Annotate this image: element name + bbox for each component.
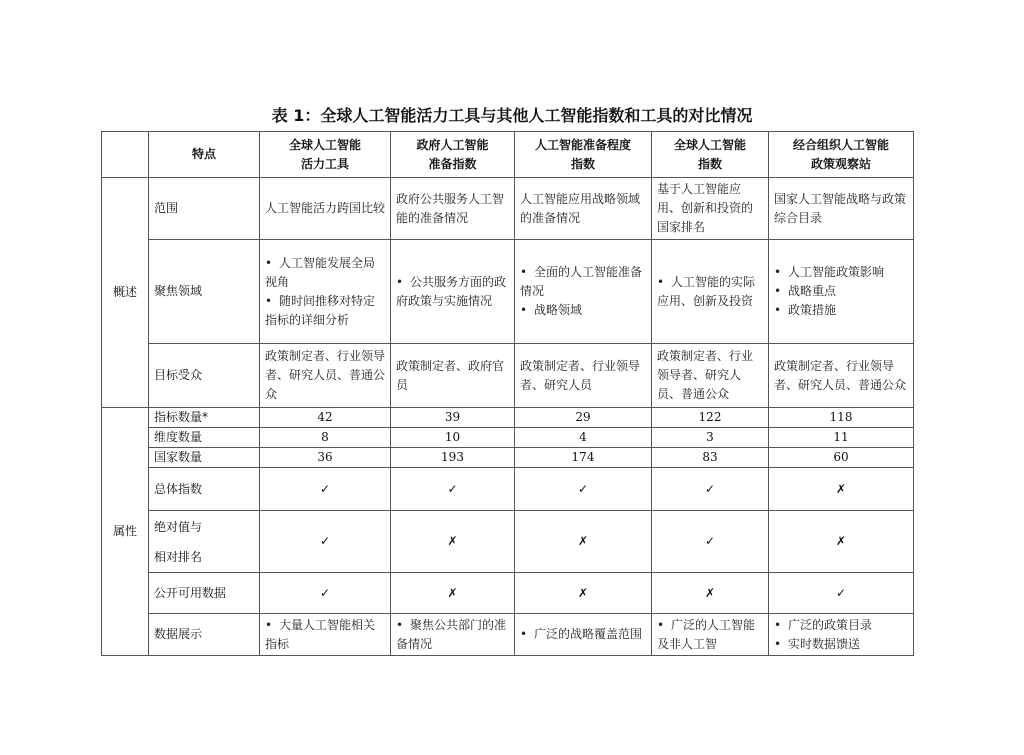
- scope-cell: 基于人工智能应用、创新和投资的国家排名: [652, 178, 769, 240]
- display-cell: [391, 614, 515, 656]
- table-row: [102, 344, 914, 408]
- row-label-display: 数据展示: [149, 614, 260, 656]
- table-title: 表 1：全球人工智能活力工具与其他人工智能指数和工具的对比情况: [271, 106, 753, 125]
- bullet-item: • 战略领域: [520, 301, 646, 320]
- check-mark: ✓: [260, 573, 391, 614]
- row-label-absolute-relative: 绝对值与 相对排名: [149, 511, 260, 573]
- check-mark: ✓: [260, 511, 391, 573]
- dimension-count: 10: [391, 428, 515, 448]
- col-header-5: 经合组织人工智能 政策观察站: [769, 132, 914, 178]
- bullet-item: • 实时数据馈送: [774, 635, 908, 654]
- bullet-item: • 人工智能发展全局视角: [265, 254, 385, 292]
- group-label-attributes: 属性: [102, 408, 149, 656]
- group-label-overview: 概述: [102, 178, 149, 408]
- table-row: [102, 468, 914, 511]
- scope-cell: 人工智能应用战略领域的准备情况: [515, 178, 652, 240]
- check-mark: ✓: [515, 468, 652, 511]
- bullet-item: • 广泛的政策目录: [774, 616, 908, 635]
- cross-mark: ✗: [652, 573, 769, 614]
- focus-cell: [391, 240, 515, 344]
- country-count: 193: [391, 448, 515, 468]
- country-count: 174: [515, 448, 652, 468]
- country-count: 83: [652, 448, 769, 468]
- check-mark: ✓: [652, 468, 769, 511]
- cross-mark: ✗: [769, 468, 914, 511]
- feature-header: 特点: [149, 132, 260, 178]
- check-mark: ✓: [769, 573, 914, 614]
- comparison-table: [101, 131, 914, 656]
- display-cell: [652, 614, 769, 656]
- bullet-item: • 广泛的人工智能及非人工智: [657, 616, 763, 654]
- col-header-1: 全球人工智能 活力工具: [260, 132, 391, 178]
- row-label-dimensions: 维度数量: [149, 428, 260, 448]
- bullet-item: • 聚焦公共部门的准备情况: [396, 616, 509, 654]
- indicator-count: 29: [515, 408, 652, 428]
- table-row: [102, 240, 914, 344]
- indicator-count: 118: [769, 408, 914, 428]
- bullet-item: • 人工智能政策影响: [774, 263, 908, 282]
- focus-cell: [652, 240, 769, 344]
- bullet-item: • 人工智能的实际应用、创新及投资: [657, 273, 763, 311]
- bullet-item: • 战略重点: [774, 282, 908, 301]
- dimension-count: 11: [769, 428, 914, 448]
- bullet-item: • 政策措施: [774, 301, 908, 320]
- check-mark: ✓: [260, 468, 391, 511]
- bullet-item: • 大量人工智能相关指标: [265, 616, 385, 654]
- indicator-count: 39: [391, 408, 515, 428]
- row-label-focus: 聚焦领域: [149, 240, 260, 344]
- cross-mark: ✗: [515, 573, 652, 614]
- table-row: [102, 511, 914, 573]
- row-label-indicators: 指标数量*: [149, 408, 260, 428]
- bullet-item: • 广泛的战略覆盖范围: [520, 625, 646, 644]
- audience-cell: 政策制定者、行业领导者、研究人员、普通公众: [769, 344, 914, 408]
- display-cell: [260, 614, 391, 656]
- row-label-audience: 目标受众: [149, 344, 260, 408]
- dimension-count: 8: [260, 428, 391, 448]
- display-cell: [515, 614, 652, 656]
- bullet-item: • 随时间推移对特定指标的详细分析: [265, 292, 385, 330]
- country-count: 36: [260, 448, 391, 468]
- audience-cell: 政策制定者、政府官员: [391, 344, 515, 408]
- audience-cell: 政策制定者、行业领导者、研究人员、普通公众: [260, 344, 391, 408]
- scope-cell: 国家人工智能战略与政策综合目录: [769, 178, 914, 240]
- scope-cell: 人工智能活力跨国比较: [260, 178, 391, 240]
- display-cell: [769, 614, 914, 656]
- row-label-countries: 国家数量: [149, 448, 260, 468]
- row-label-overall: 总体指数: [149, 468, 260, 511]
- country-count: 60: [769, 448, 914, 468]
- col-header-4: 全球人工智能 指数: [652, 132, 769, 178]
- focus-cell: [769, 240, 914, 344]
- indicator-count: 122: [652, 408, 769, 428]
- table-row: [102, 428, 914, 448]
- indicator-count: 42: [260, 408, 391, 428]
- cross-mark: ✗: [391, 511, 515, 573]
- dimension-count: 3: [652, 428, 769, 448]
- table-row: [102, 573, 914, 614]
- row-label-scope: 范围: [149, 178, 260, 240]
- bullet-item: • 公共服务方面的政府政策与实施情况: [396, 273, 509, 311]
- header-row: [102, 132, 914, 178]
- table-row: [102, 448, 914, 468]
- bullet-item: • 全面的人工智能准备情况: [520, 263, 646, 301]
- cross-mark: ✗: [391, 573, 515, 614]
- focus-cell: [515, 240, 652, 344]
- dimension-count: 4: [515, 428, 652, 448]
- audience-cell: 政策制定者、行业领导者、研究人员: [515, 344, 652, 408]
- table-row: [102, 178, 914, 240]
- table-row: [102, 614, 914, 656]
- check-mark: ✓: [652, 511, 769, 573]
- check-mark: ✓: [391, 468, 515, 511]
- cross-mark: ✗: [769, 511, 914, 573]
- cross-mark: ✗: [515, 511, 652, 573]
- col-header-2: 政府人工智能 准备指数: [391, 132, 515, 178]
- table-row: [102, 408, 914, 428]
- audience-cell: 政策制定者、行业领导者、研究人员、普通公众: [652, 344, 769, 408]
- focus-cell: [260, 240, 391, 344]
- row-label-public-data: 公开可用数据: [149, 573, 260, 614]
- col-header-3: 人工智能准备程度 指数: [515, 132, 652, 178]
- corner-cell: [102, 132, 149, 178]
- scope-cell: 政府公共服务人工智能的准备情况: [391, 178, 515, 240]
